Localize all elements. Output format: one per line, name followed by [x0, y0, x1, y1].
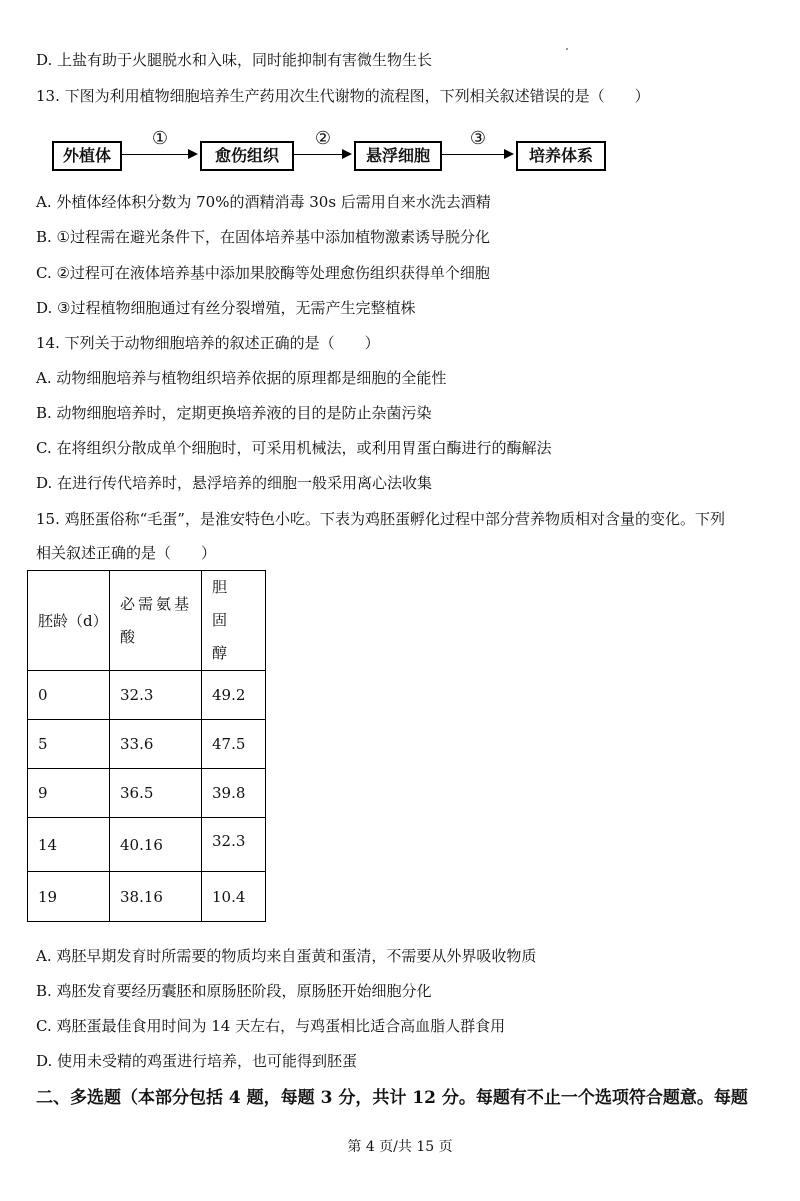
section-heading: 二、多选题（本部分包括 4 题，每题 3 分，共计 12 分。每题有不止一个选项符合题意。每题: [36, 1088, 748, 1108]
q15-option-d: D. 使用未受精的鸡蛋进行培养，也可能得到胚蛋: [36, 1052, 358, 1070]
q15-option-c: C. 鸡胚蛋最佳食用时间为 14 天左右，与鸡蛋相比适合高血脂人群食用: [36, 1017, 506, 1035]
q14-option-a: A. 动物细胞培养与植物组织培养依据的原理都是细胞的全能性: [36, 369, 447, 387]
flow-arrow-2: [294, 128, 352, 171]
table-header-row: [28, 571, 266, 671]
step-label-1: ①: [151, 128, 169, 149]
table-row: 0 32.3 49.2: [28, 671, 266, 720]
q15-option-b: B. 鸡胚发育要经历囊胚和原肠胚阶段，原肠胚开始细胞分化: [36, 982, 432, 1000]
flow-arrow-1: [122, 128, 198, 171]
header-cholesterol: 胆 固 醇: [202, 571, 266, 671]
flow-diagram: [52, 128, 612, 181]
flow-box-explant: 外植体: [52, 141, 122, 171]
q13-option-b: B. ①过程需在避光条件下，在固体培养基中添加植物激素诱导脱分化: [36, 228, 491, 246]
q15-option-a: A. 鸡胚早期发育时所需要的物质均来自蛋黄和蛋清，不需要从外界吸收物质: [36, 947, 537, 965]
q14-option-c: C. 在将组织分散成单个细胞时，可采用机械法，或利用胃蛋白酶进行的酶解法: [36, 439, 552, 457]
q15-stem-line2: 相关叙述正确的是（ ）: [36, 544, 217, 562]
table-row: 19 38.16 10.4: [28, 872, 266, 922]
speck: [566, 48, 568, 50]
step-label-3: ③: [469, 128, 487, 149]
table-row: 9 36.5 39.8: [28, 769, 266, 818]
nutrient-table: [27, 570, 266, 922]
q14-stem: 14. 下列关于动物细胞培养的叙述正确的是（ ）: [36, 334, 380, 352]
flow-box-callus: 愈伤组织: [200, 141, 294, 171]
q14-option-d: D. 在进行传代培养时，悬浮培养的细胞一般采用离心法收集: [36, 474, 433, 492]
arrow-head-icon: [188, 149, 198, 159]
flow-arrow-3: [442, 128, 514, 171]
table-row: 5 33.6 47.5: [28, 720, 266, 769]
q13-option-a: A. 外植体经体积分数为 70%的酒精消毒 30s 后需用自来水洗去酒精: [36, 193, 491, 211]
table-row: 14 40.16 32.3: [28, 818, 266, 872]
flow-box-suspension: 悬浮细胞: [354, 141, 442, 171]
q13-stem: 13. 下图为利用植物细胞培养生产药用次生代谢物的流程图，下列相关叙述错误的是（ ）: [36, 87, 650, 105]
page-number: 第 4 页/共 15 页: [347, 1139, 453, 1155]
flow-box-culture: 培养体系: [516, 141, 606, 171]
arrow-head-icon: [504, 149, 514, 159]
q14-option-b: B. 动物细胞培养时，定期更换培养液的目的是防止杂菌污染: [36, 404, 432, 422]
arrow-head-icon: [342, 149, 352, 159]
header-age: 胚龄（d）: [28, 571, 110, 671]
q13-option-c: C. ②过程可在液体培养基中添加果胶酶等处理愈伤组织获得单个细胞: [36, 264, 490, 282]
step-label-2: ②: [314, 128, 332, 149]
q15-stem-line1: 15. 鸡胚蛋俗称“毛蛋”，是淮安特色小吃。下表为鸡胚蛋孵化过程中部分营养物质相对含量的变化。下列: [36, 510, 725, 528]
q13-option-d: D. ③过程植物细胞通过有丝分裂增殖，无需产生完整植株: [36, 299, 416, 317]
header-amino-acid: 必需氨基 酸: [110, 571, 202, 671]
q12-option-d: D. 上盐有助于火腿脱水和入味，同时能抑制有害微生物生长: [36, 51, 433, 69]
